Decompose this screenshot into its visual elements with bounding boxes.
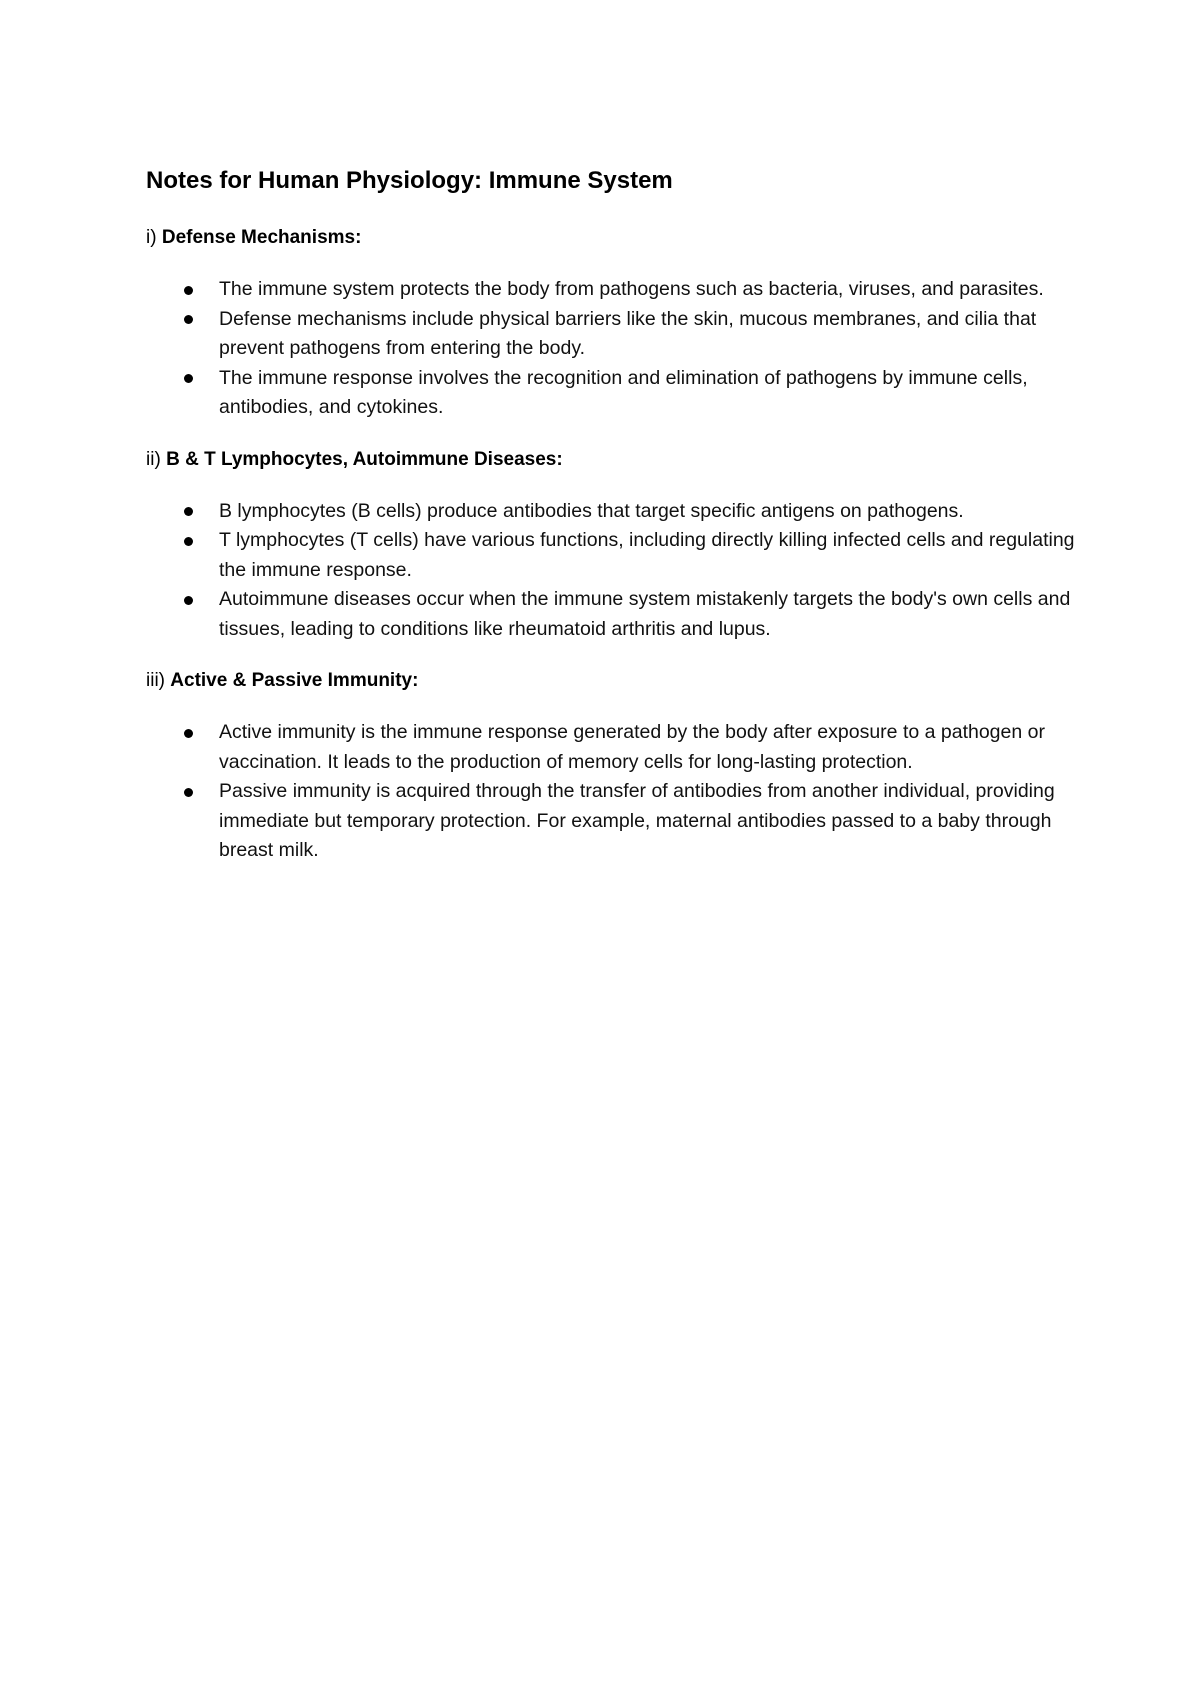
section-defense-mechanisms [146,224,1076,423]
bullet-list [146,497,1076,645]
bullet-icon [184,374,193,383]
bullet-list [146,275,1076,423]
section-heading [146,446,1076,474]
list-item [146,718,1076,777]
list-item [146,305,1076,364]
list-item [146,526,1076,585]
section-number: ii) [146,448,161,470]
section-heading [146,667,1076,695]
list-item [146,585,1076,644]
bullet-icon [184,596,193,605]
bullet-list [146,718,1076,866]
section-title: Defense Mechanisms: [161,227,362,248]
list-item-text: Active immunity is the immune response generated by the body after exposure to a pathogen or vaccination. It leads to the production of memory cells for long-lasting protection. [219,721,1045,773]
list-item [146,497,1076,527]
list-item-text: The immune system protects the body from pathogens such as bacteria, viruses, and parasites. [219,278,1044,300]
section-title: B & T Lymphocytes, Autoimmune Diseases: [166,448,563,470]
document-content [146,166,1076,889]
section-number: i) [146,227,157,248]
bullet-icon [184,286,193,295]
list-item-text: The immune response involves the recognition and elimination of pathogens by immune cells, antibodies, and cytokines. [219,366,1028,418]
section-number: iii) [146,670,165,691]
bullet-icon [184,507,193,516]
list-item-text: Passive immunity is acquired through the transfer of antibodies from another individual, providing immediate but temporary protection. For example, maternal antibodies passed to a baby through breast milk. [219,780,1055,861]
document-title: Notes for Human Physiology: Immune System [146,167,673,194]
section-immunity [146,667,1076,866]
list-item [146,275,1076,305]
list-item [146,777,1076,866]
bullet-icon [184,788,193,797]
list-item-text: Autoimmune diseases occur when the immune system mistakenly targets the body's own cells and tissues, leading to conditions like rheumatoid arthritis and lupus. [219,588,1071,640]
list-item [146,364,1076,423]
list-item-text: B lymphocytes (B cells) produce antibodies that target specific antigens on pathogens. [219,499,964,522]
section-lymphocytes [146,446,1076,645]
list-item-text: T lymphocytes (T cells) have various functions, including directly killing infected cells and regulating the immune response. [219,529,1075,581]
section-title: Active & Passive Immunity: [170,670,419,691]
list-item-text: Defense mechanisms include physical barriers like the skin, mucous membranes, and cilia that prevent pathogens from entering the body. [219,307,1037,359]
bullet-icon [184,315,193,324]
section-heading [146,224,1076,252]
bullet-icon [184,729,193,738]
bullet-icon [184,537,193,546]
